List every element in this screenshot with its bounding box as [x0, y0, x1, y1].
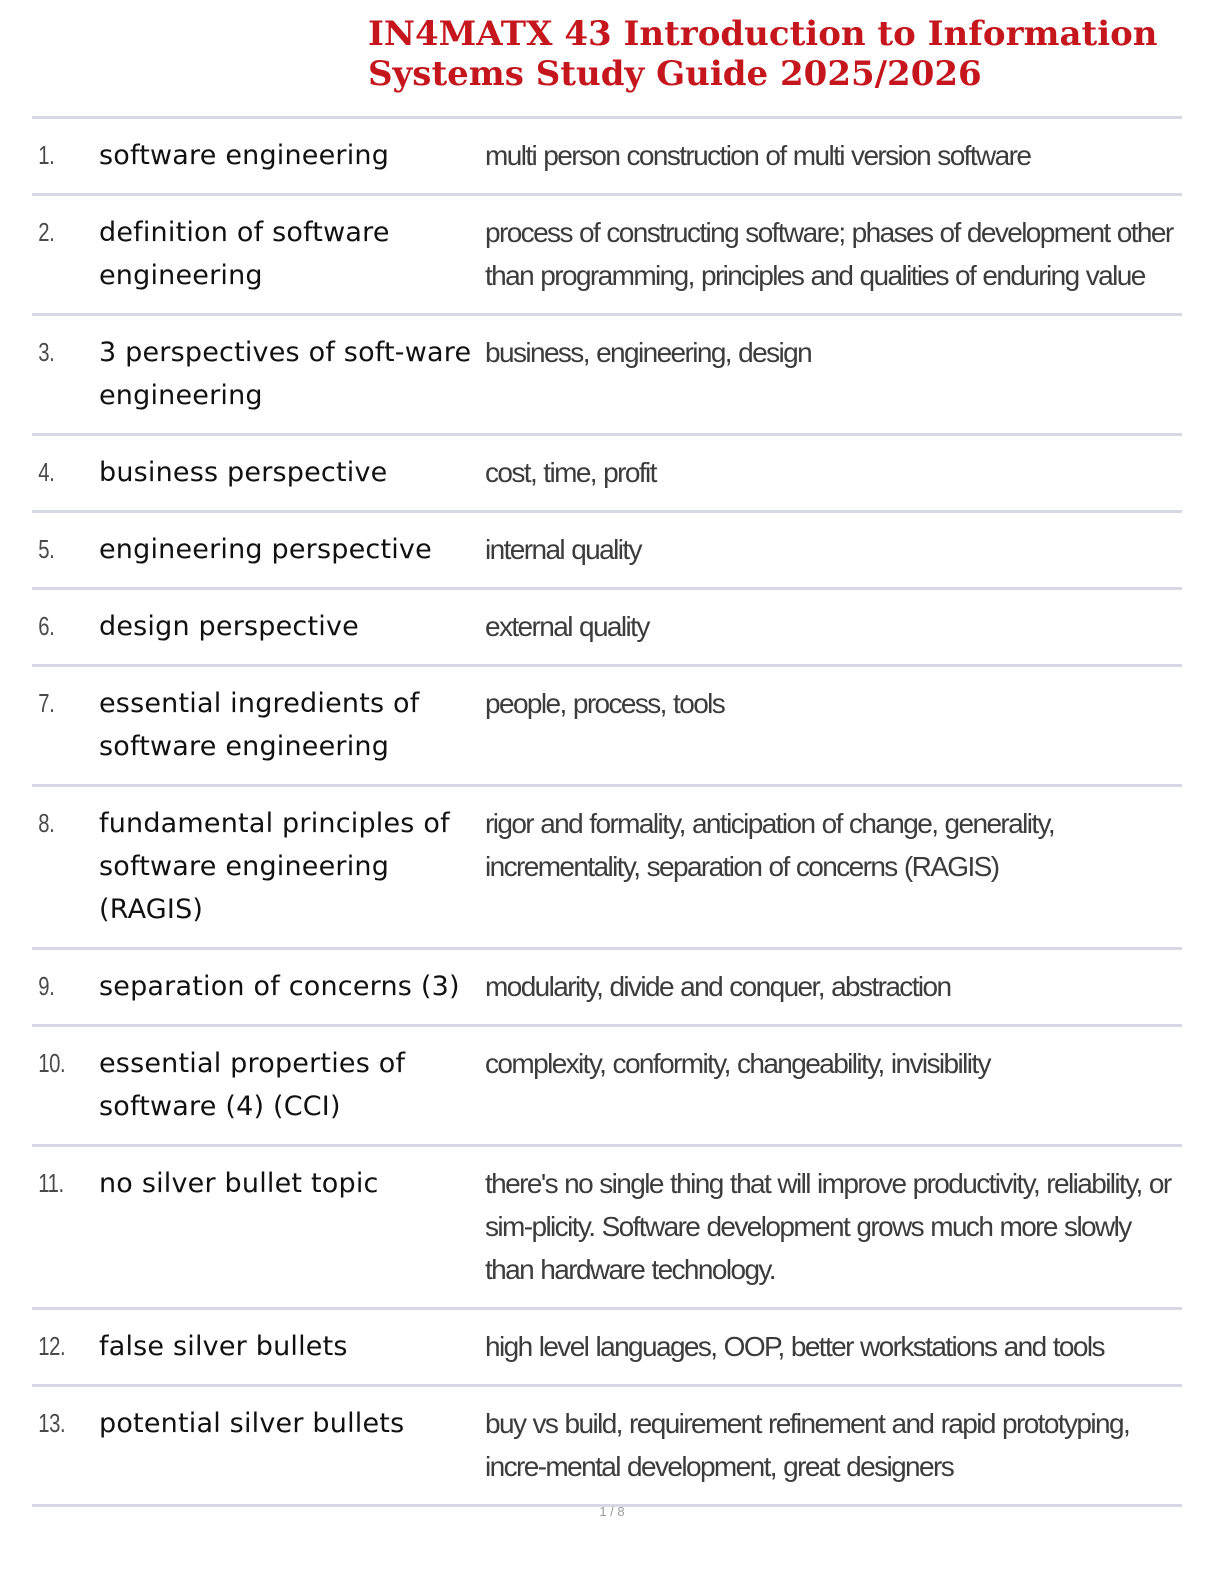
term-label: business perspective	[99, 457, 388, 488]
term-number: 8.	[38, 808, 55, 838]
term-definition: complexity, conformity, changeability, invisibility	[485, 1048, 990, 1079]
term-label: design perspective	[99, 611, 359, 642]
term-definition: internal quality	[485, 534, 641, 565]
term-row	[32, 1027, 1182, 1147]
term-row	[32, 667, 1182, 787]
term-definition: people, process, tools	[485, 688, 725, 719]
term-definition: process of constructing software; phases of development other than programming, principles and qualities of enduring value	[485, 217, 1173, 291]
term-number: 4.	[38, 457, 55, 487]
term-row	[32, 590, 1182, 667]
term-row	[32, 1387, 1182, 1507]
term-definition: cost, time, profit	[485, 457, 656, 488]
term-label: essential ingredients of software engineering	[99, 688, 420, 762]
term-label: potential silver bullets	[99, 1408, 405, 1439]
term-row	[32, 950, 1182, 1027]
term-label: definition of software engineering	[99, 217, 390, 291]
term-definition: buy vs build, requirement refinement and rapid prototyping, incre-mental development, great designers	[485, 1408, 1130, 1482]
term-number: 13.	[38, 1408, 66, 1438]
term-label: separation of concerns (3)	[99, 971, 460, 1002]
term-label: engineering perspective	[99, 534, 432, 565]
term-row	[32, 1147, 1182, 1310]
term-number: 3.	[38, 337, 55, 367]
term-number: 5.	[38, 534, 55, 564]
term-definition: there's no single thing that will improve productivity, reliability, or sim-plicity. Software development grows much more slowly than hardware technology.	[485, 1168, 1171, 1285]
term-number: 7.	[38, 688, 55, 718]
term-number: 11.	[38, 1168, 64, 1198]
term-definition: external quality	[485, 611, 649, 642]
term-row	[32, 316, 1182, 436]
term-number: 1.	[38, 140, 55, 170]
term-row	[32, 787, 1182, 950]
page-indicator: 1 / 8	[599, 1504, 625, 1519]
term-row	[32, 1310, 1182, 1387]
term-row	[32, 436, 1182, 513]
term-number: 6.	[38, 611, 55, 641]
term-label: 3 perspectives of soft-ware engineering	[99, 337, 472, 411]
term-label: no silver bullet topic	[99, 1168, 379, 1199]
term-label: software engineering	[99, 140, 390, 171]
term-label: fundamental principles of software engineering (RAGIS)	[99, 808, 450, 925]
term-number: 12.	[38, 1331, 66, 1361]
term-label: false silver bullets	[99, 1331, 348, 1362]
term-number: 9.	[38, 971, 55, 1001]
term-number: 2.	[38, 217, 55, 247]
term-number: 10.	[38, 1048, 66, 1078]
document-title: IN4MATX 43 Introduction to Information Systems Study Guide 2025/2026	[368, 14, 1158, 94]
term-definition: business, engineering, design	[485, 337, 812, 368]
term-label: essential properties of software (4) (CCI)	[99, 1048, 406, 1122]
term-definition: multi person construction of multi version software	[485, 140, 1031, 171]
term-row	[32, 119, 1182, 196]
study-term-list	[32, 116, 1182, 1507]
term-row	[32, 513, 1182, 590]
term-definition: rigor and formality, anticipation of change, generality, incrementality, separation of concerns (RAGIS)	[485, 808, 1055, 882]
term-row	[32, 196, 1182, 316]
term-definition: modularity, divide and conquer, abstraction	[485, 971, 951, 1002]
term-definition: high level languages, OOP, better workstations and tools	[485, 1331, 1104, 1362]
